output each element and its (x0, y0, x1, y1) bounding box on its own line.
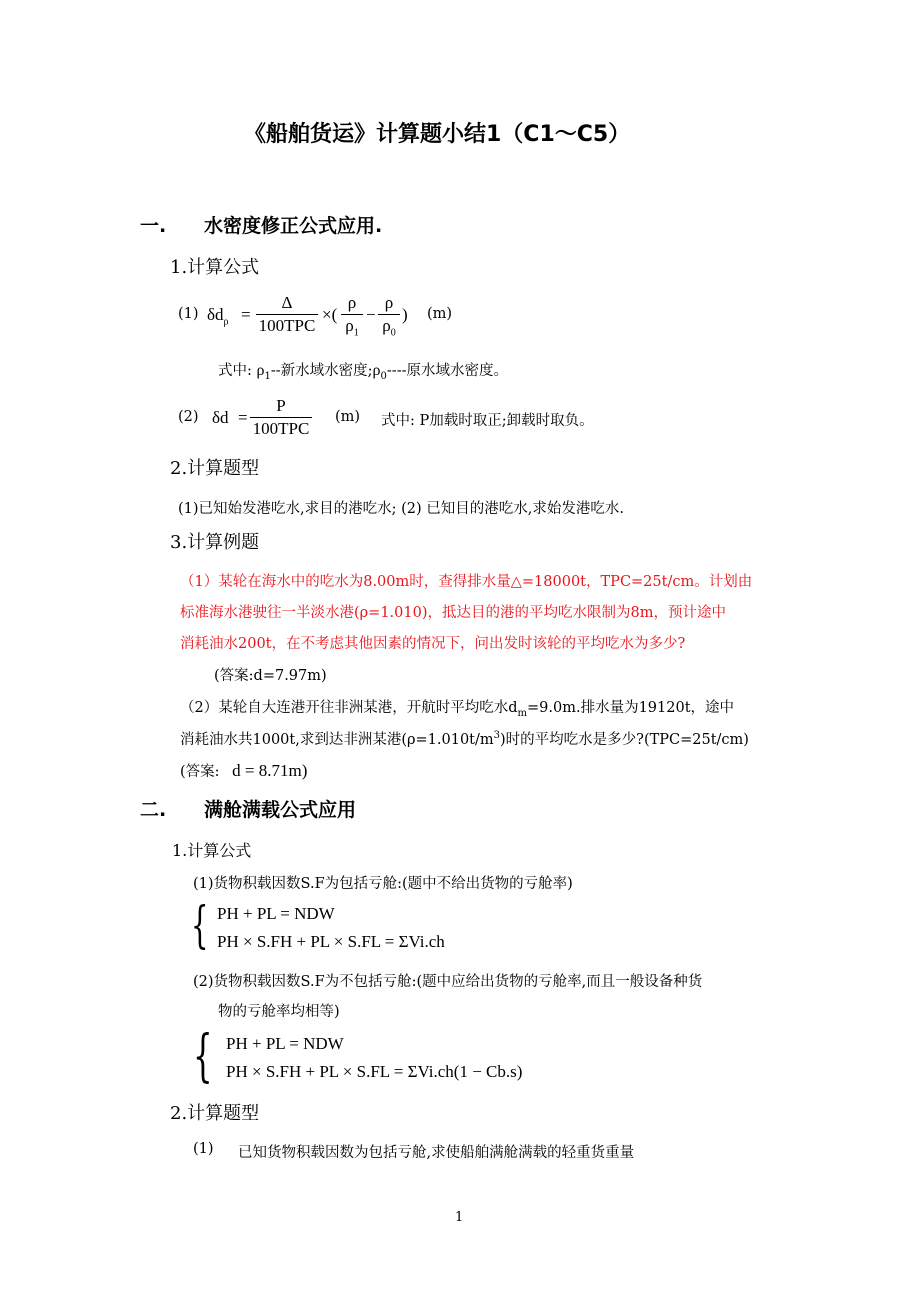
type1-label: (1) (193, 1141, 214, 1157)
section2-number: 二. (140, 799, 167, 821)
formula-1-rho-over-rho0: ρ $\rho_0$ (378, 293, 400, 343)
example1-line2: 标准海水港驶往一半淡水港(ρ=1.010)，抵达目的港的平均吃水限制为8m，预计途中 (180, 605, 726, 621)
example1-line3: 消耗油水200t，在不考虑其他因素的情况下，问出发时该轮的平均吃水为多少? (180, 636, 686, 652)
section2-sub1: 1.计算公式 (172, 841, 252, 860)
example1-answer: (答案:d=7.97m) (214, 668, 327, 684)
formula-1-minus: − (366, 305, 376, 324)
formula-1-rho-over-rho1: ρ $\rho_1$ (341, 293, 363, 343)
example2-line2: 消耗油水共1000t,求到达非洲某港$(\rho=1.010t/m^3)$时的平均吃水是多少?(TPC=25t/cm) (180, 730, 749, 748)
section1-sub1: 1.计算公式 (170, 257, 260, 278)
page-title: 《船舶货运》计算题小结1（C1～C5） (244, 122, 631, 147)
formula-1-lhs: $\delta d_\rho$ (207, 305, 229, 328)
example1-line1: （1）某轮在海水中的吃水为8.00m时，查得排水量△=18000t，TPC=25t/cm。计划由 (180, 574, 753, 590)
formula-2-unit: (m) (335, 409, 361, 425)
section1-heading: 水密度修正公式应用. (204, 215, 383, 237)
section2-heading: 满舱满载公式应用 (204, 799, 357, 821)
formula-2-lhs: δd (212, 408, 229, 427)
example2-line1: （2）某轮自大连港开往非洲某港，开航时平均吃水$d_m=9.0m$.排水量为19120t，途中 (180, 700, 735, 719)
case2-line1: (2)货物积载因数S.F为不包括亏舱:(题中应给出货物的亏舱率,而且一般设备种货 (193, 974, 703, 990)
formula-2-eq: = (238, 408, 248, 427)
section1-number: 一. (140, 215, 167, 237)
formula-1-note: 式中: $\rho_1--$新水域水密度$;\rho_0----$原水域水密度。 (218, 362, 509, 382)
formula-2-note: 式中: P加载时取正;卸载时取负。 (381, 413, 594, 429)
example2-answer: (答案: d = 8.71m) (180, 761, 308, 780)
formula-2-fraction: P 100TPC (250, 396, 312, 439)
formula-1-fraction: Δ 100TPC (256, 293, 318, 336)
type1-text: 已知货物积载因数为包括亏舱,求使船舶满舱满载的轻重货重量 (238, 1145, 635, 1161)
formula-2-label: (2) (178, 409, 199, 425)
calc-types: (1)已知始发港吃水,求目的港吃水; (2) 已知目的港吃水,求始发港吃水. (178, 501, 625, 517)
case2-eq2: PH × S.FH + PL × S.FL = ΣVi.ch(1 − Cb.s) (226, 1062, 523, 1081)
case2-brace: { (193, 1024, 213, 1089)
case1-text: (1)货物积载因数S.F为包括亏舱:(题中不给出货物的亏舱率) (193, 876, 573, 892)
page-number: 1 (455, 1210, 464, 1225)
section1-sub2: 2.计算题型 (170, 458, 260, 479)
formula-1-eq: = (241, 305, 251, 324)
formula-1-times: ×( (322, 305, 338, 324)
case1-eq2: PH × S.FH + PL × S.FL = ΣVi.ch (217, 932, 445, 951)
case1-brace: { (191, 896, 209, 954)
case2-eq1: PH + PL = NDW (226, 1034, 344, 1053)
case2-line2: 物的亏舱率均相等) (218, 1004, 340, 1020)
section1-sub3: 3.计算例题 (170, 532, 260, 553)
formula-1-unit: (m) (427, 306, 453, 322)
section2-sub2: 2.计算题型 (170, 1103, 260, 1124)
formula-1-label: (1) (178, 306, 199, 322)
formula-1-close: ) (402, 305, 408, 324)
case1-eq1: PH + PL = NDW (217, 904, 335, 923)
